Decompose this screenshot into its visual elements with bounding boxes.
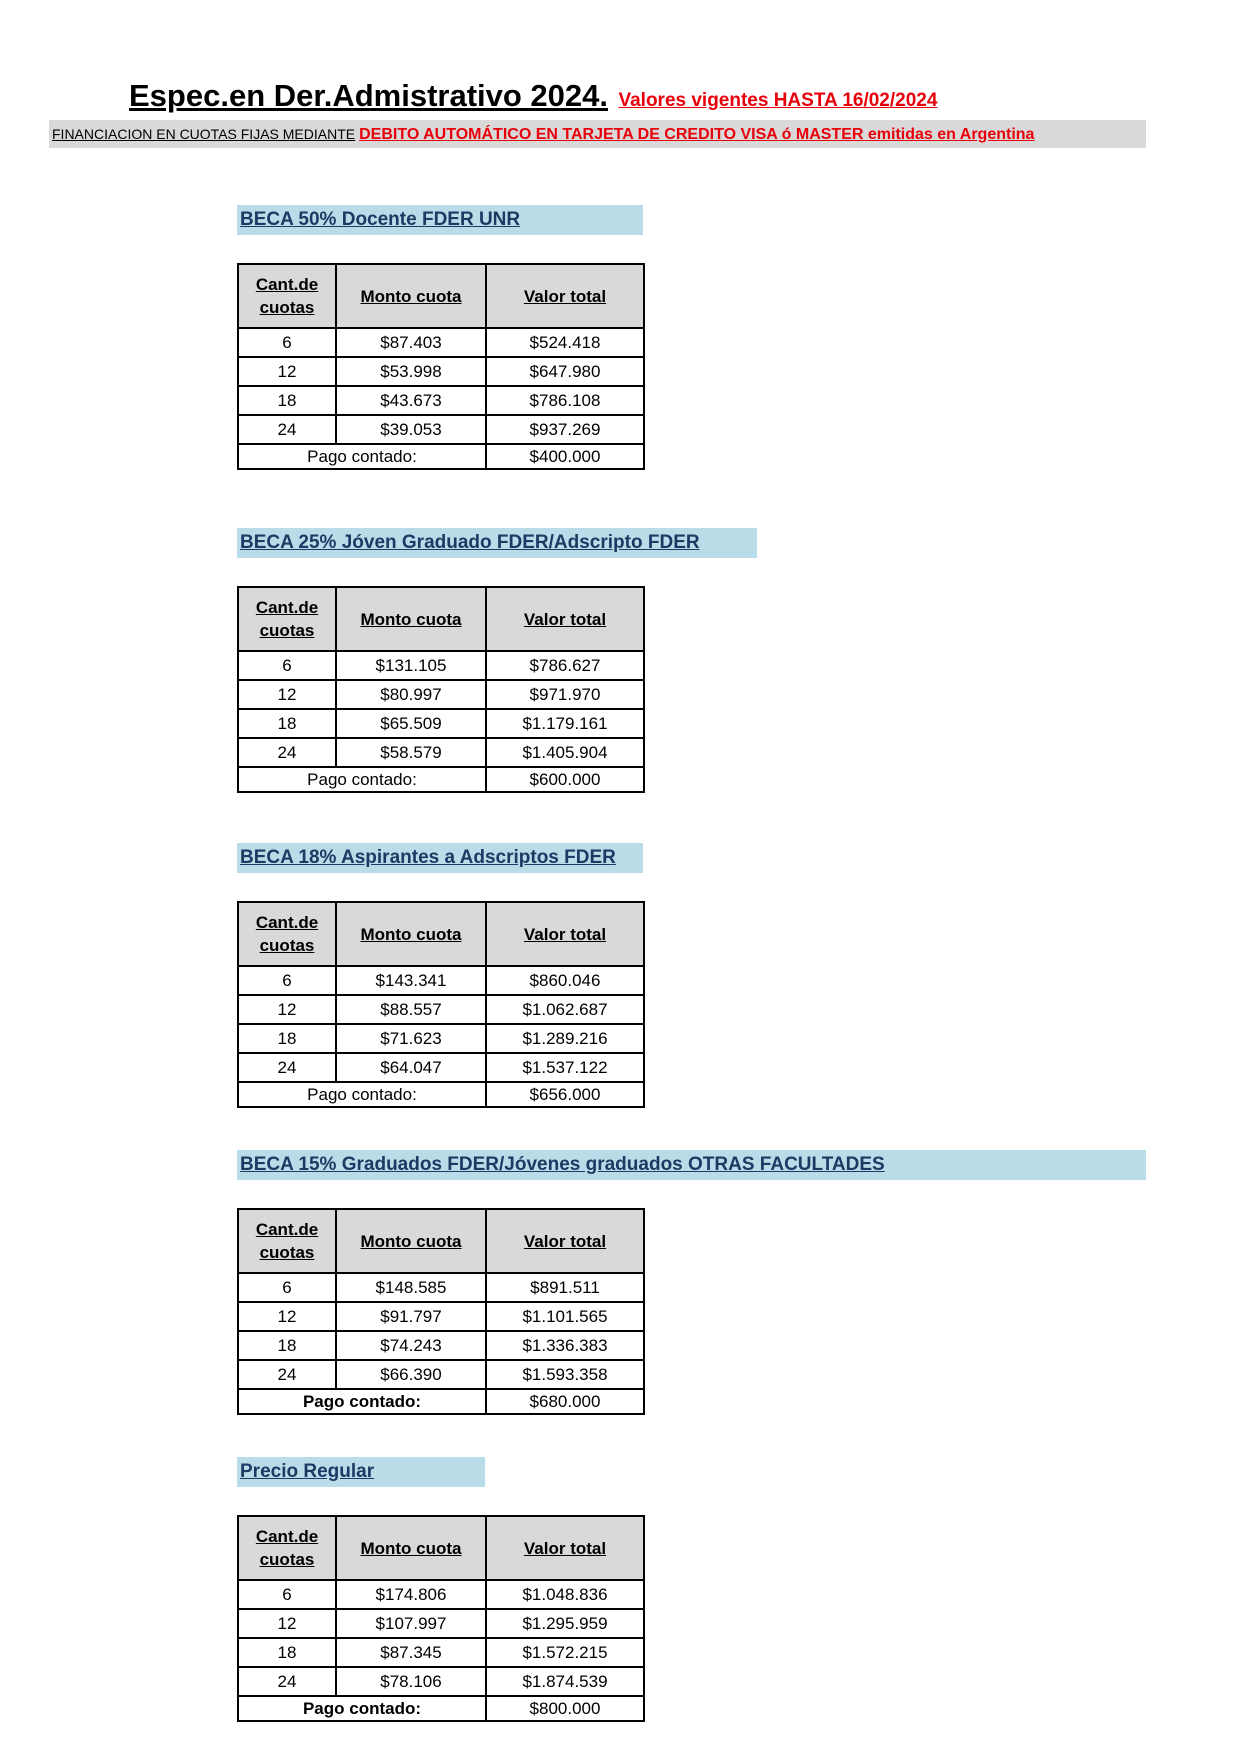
cell-monto: $174.806 [336, 1580, 486, 1609]
table-row [238, 1302, 644, 1331]
cell-monto: $53.998 [336, 357, 486, 386]
cell-total: $1.289.216 [486, 1024, 644, 1053]
cell-total: $1.048.836 [486, 1580, 644, 1609]
table-row [238, 966, 644, 995]
contado-value: $400.000 [486, 444, 644, 469]
table-row [238, 415, 644, 444]
cell-total: $971.970 [486, 680, 644, 709]
fees-table [237, 263, 645, 470]
col-header-cuotas-line2: cuotas [259, 936, 315, 955]
financing-prefix: FINANCIACION EN CUOTAS FIJAS MEDIANTE [52, 126, 356, 142]
cell-cuotas: 18 [238, 386, 336, 415]
financing-banner [49, 120, 1146, 148]
col-header-cuotas-line1: Cant.de [255, 275, 319, 294]
cell-monto: $88.557 [336, 995, 486, 1024]
table-row [238, 738, 644, 767]
cell-total: $937.269 [486, 415, 644, 444]
contado-row [238, 1696, 644, 1721]
col-header-cuotas [238, 1516, 336, 1580]
cell-total: $647.980 [486, 357, 644, 386]
section-precio-regular [237, 1457, 645, 1722]
table-header-row [238, 264, 644, 328]
cell-total: $1.062.687 [486, 995, 644, 1024]
section-beca-25 [237, 528, 757, 793]
contado-row [238, 444, 644, 469]
fees-table [237, 1208, 645, 1415]
contado-label: Pago contado: [238, 767, 486, 792]
cell-total: $786.627 [486, 651, 644, 680]
cell-cuotas: 24 [238, 1360, 336, 1389]
cell-cuotas: 6 [238, 1273, 336, 1302]
table-row [238, 357, 644, 386]
cell-cuotas: 6 [238, 1580, 336, 1609]
cell-total: $1.874.539 [486, 1667, 644, 1696]
cell-total: $1.101.565 [486, 1302, 644, 1331]
col-header-total: Valor total [486, 1209, 644, 1273]
cell-cuotas: 12 [238, 357, 336, 386]
col-header-cuotas-line2: cuotas [259, 621, 315, 640]
cell-cuotas: 24 [238, 1053, 336, 1082]
col-header-cuotas-line1: Cant.de [255, 1527, 319, 1546]
cell-monto: $58.579 [336, 738, 486, 767]
contado-value: $600.000 [486, 767, 644, 792]
page-title: Espec.en Der.Admistrativo 2024. [129, 78, 609, 113]
table-row [238, 1053, 644, 1082]
table-row [238, 1360, 644, 1389]
table-row [238, 680, 644, 709]
col-header-monto: Monto cuota [336, 264, 486, 328]
col-header-monto: Monto cuota [336, 1516, 486, 1580]
table-header-row [238, 902, 644, 966]
section-beca-15 [237, 1150, 1146, 1415]
section-beca-18 [237, 843, 645, 1108]
cell-total: $860.046 [486, 966, 644, 995]
contado-label: Pago contado: [238, 1696, 486, 1721]
cell-cuotas: 12 [238, 1302, 336, 1331]
section-title: BECA 50% Docente FDER UNR [237, 205, 643, 235]
validity-notice: Valores vigentes HASTA 16/02/2024 [618, 90, 938, 111]
cell-monto: $131.105 [336, 651, 486, 680]
col-header-cuotas [238, 902, 336, 966]
cell-total: $1.295.959 [486, 1609, 644, 1638]
cell-monto: $64.047 [336, 1053, 486, 1082]
contado-label: Pago contado: [238, 1082, 486, 1107]
contado-value: $800.000 [486, 1696, 644, 1721]
col-header-total: Valor total [486, 587, 644, 651]
section-title: Precio Regular [237, 1457, 485, 1487]
col-header-cuotas-line2: cuotas [259, 1243, 315, 1262]
section-beca-50 [237, 205, 645, 470]
table-row [238, 995, 644, 1024]
cell-monto: $107.997 [336, 1609, 486, 1638]
contado-label: Pago contado: [238, 444, 486, 469]
section-title: BECA 25% Jóven Graduado FDER/Adscripto FDER [237, 528, 757, 558]
col-header-monto: Monto cuota [336, 1209, 486, 1273]
cell-monto: $87.403 [336, 328, 486, 357]
cell-cuotas: 18 [238, 709, 336, 738]
cell-cuotas: 18 [238, 1024, 336, 1053]
cell-monto: $39.053 [336, 415, 486, 444]
cell-monto: $71.623 [336, 1024, 486, 1053]
col-header-cuotas-line1: Cant.de [255, 913, 319, 932]
table-row [238, 1638, 644, 1667]
cell-cuotas: 18 [238, 1331, 336, 1360]
col-header-cuotas [238, 1209, 336, 1273]
section-title: BECA 15% Graduados FDER/Jóvenes graduados OTRAS FACULTADES [237, 1150, 1146, 1180]
table-row [238, 1331, 644, 1360]
cell-cuotas: 24 [238, 415, 336, 444]
cell-cuotas: 24 [238, 738, 336, 767]
cell-cuotas: 6 [238, 328, 336, 357]
table-row [238, 1609, 644, 1638]
table-row [238, 328, 644, 357]
cell-monto: $43.673 [336, 386, 486, 415]
fees-table [237, 901, 645, 1108]
page-title-line [129, 78, 937, 114]
fees-table [237, 586, 645, 793]
cell-monto: $148.585 [336, 1273, 486, 1302]
cell-total: $786.108 [486, 386, 644, 415]
contado-value: $680.000 [486, 1389, 644, 1414]
cell-total: $891.511 [486, 1273, 644, 1302]
contado-row [238, 1082, 644, 1107]
col-header-cuotas-line2: cuotas [259, 298, 315, 317]
table-row [238, 651, 644, 680]
col-header-total: Valor total [486, 264, 644, 328]
col-header-cuotas [238, 587, 336, 651]
cell-cuotas: 24 [238, 1667, 336, 1696]
cell-cuotas: 18 [238, 1638, 336, 1667]
table-row [238, 386, 644, 415]
cell-cuotas: 6 [238, 651, 336, 680]
table-row [238, 1273, 644, 1302]
table-header-row [238, 587, 644, 651]
cell-cuotas: 6 [238, 966, 336, 995]
table-header-row [238, 1516, 644, 1580]
table-row [238, 1580, 644, 1609]
cell-monto: $66.390 [336, 1360, 486, 1389]
cell-total: $524.418 [486, 328, 644, 357]
cell-monto: $78.106 [336, 1667, 486, 1696]
col-header-cuotas-line1: Cant.de [255, 598, 319, 617]
table-row [238, 709, 644, 738]
cell-total: $1.572.215 [486, 1638, 644, 1667]
fees-table [237, 1515, 645, 1722]
section-title: BECA 18% Aspirantes a Adscriptos FDER [237, 843, 643, 873]
cell-monto: $87.345 [336, 1638, 486, 1667]
col-header-total: Valor total [486, 902, 644, 966]
contado-row [238, 1389, 644, 1414]
cell-monto: $91.797 [336, 1302, 486, 1331]
cell-monto: $65.509 [336, 709, 486, 738]
financing-highlight: DEBITO AUTOMÁTICO EN TARJETA DE CREDITO VISA ó MASTER emitidas en Argentina [359, 126, 1035, 143]
contado-label: Pago contado: [238, 1389, 486, 1414]
contado-value: $656.000 [486, 1082, 644, 1107]
cell-cuotas: 12 [238, 680, 336, 709]
table-row [238, 1667, 644, 1696]
col-header-monto: Monto cuota [336, 587, 486, 651]
cell-total: $1.537.122 [486, 1053, 644, 1082]
contado-row [238, 767, 644, 792]
col-header-cuotas-line1: Cant.de [255, 1220, 319, 1239]
cell-total: $1.179.161 [486, 709, 644, 738]
col-header-total: Valor total [486, 1516, 644, 1580]
col-header-cuotas-line2: cuotas [259, 1550, 315, 1569]
cell-total: $1.405.904 [486, 738, 644, 767]
cell-total: $1.593.358 [486, 1360, 644, 1389]
cell-monto: $80.997 [336, 680, 486, 709]
cell-monto: $143.341 [336, 966, 486, 995]
col-header-cuotas [238, 264, 336, 328]
cell-monto: $74.243 [336, 1331, 486, 1360]
cell-total: $1.336.383 [486, 1331, 644, 1360]
cell-cuotas: 12 [238, 995, 336, 1024]
table-header-row [238, 1209, 644, 1273]
col-header-monto: Monto cuota [336, 902, 486, 966]
cell-cuotas: 12 [238, 1609, 336, 1638]
table-row [238, 1024, 644, 1053]
